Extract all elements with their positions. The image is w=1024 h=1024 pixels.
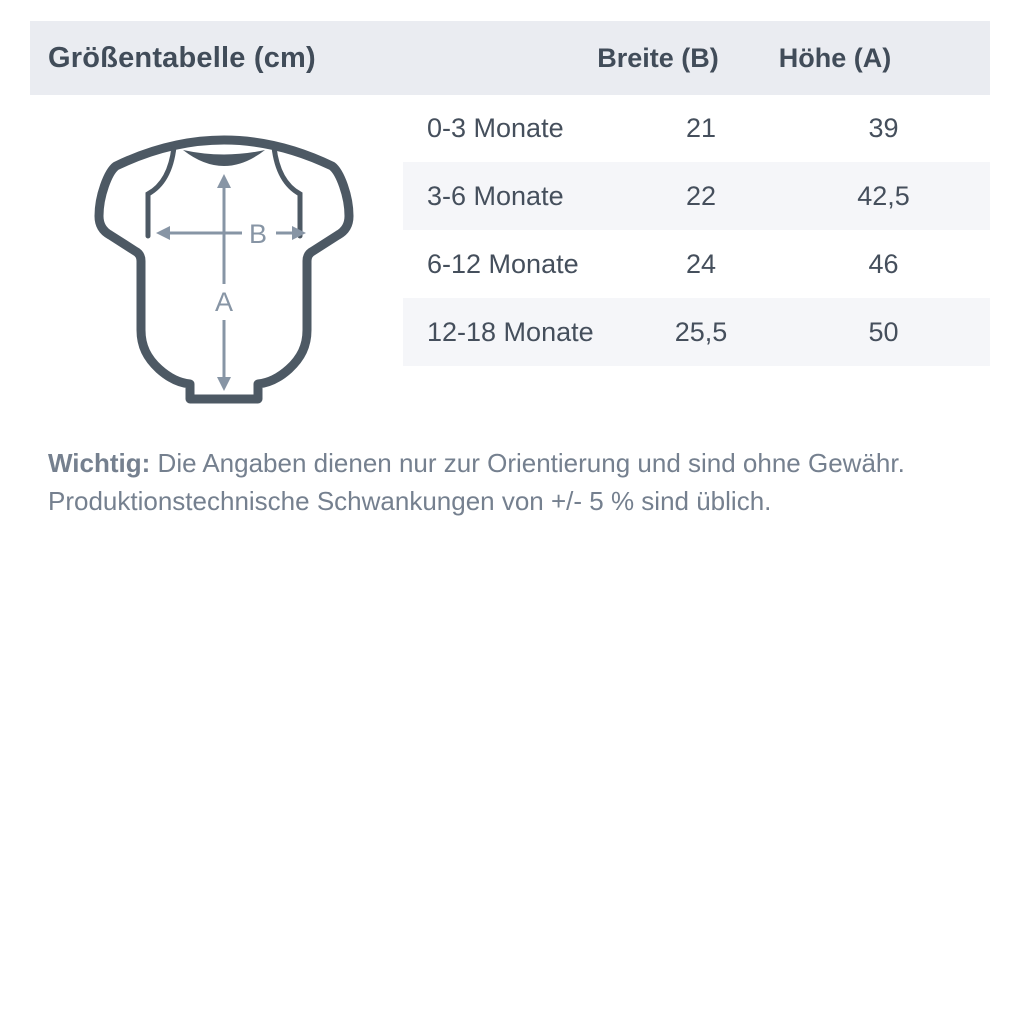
- table-row: [403, 298, 990, 366]
- row-label: 6-12 Monate: [427, 248, 579, 279]
- onesie-measurement-diagram: [84, 130, 364, 410]
- breite-value: 24: [685, 248, 717, 279]
- table-row: [403, 230, 990, 298]
- column-header-breite: Breite (B): [597, 42, 719, 73]
- size-table: [403, 94, 990, 366]
- hoehe-value: 50: [868, 316, 899, 347]
- column-header-hoehe: Höhe (A): [778, 42, 892, 73]
- hoehe-value: 46: [868, 248, 899, 279]
- size-chart-header: [30, 21, 990, 95]
- height-label-a: A: [214, 287, 234, 317]
- row-label: 0-3 Monate: [427, 112, 564, 143]
- note-bold-prefix: Wichtig:: [48, 448, 151, 478]
- baby-bodysuit-icon: [84, 130, 364, 410]
- width-label-b: B: [248, 219, 268, 249]
- hoehe-value: 39: [868, 112, 899, 143]
- disclaimer-note: [48, 444, 968, 520]
- breite-value: 21: [685, 112, 717, 143]
- note-line2: Produktionstechnische Schwankungen von +/- 5 % sind üblich.: [48, 486, 772, 516]
- note-line1: Die Angaben dienen nur zur Orientierung und sind ohne Gewähr.: [150, 448, 905, 478]
- row-label: 3-6 Monate: [427, 180, 564, 211]
- table-row: [403, 94, 990, 162]
- breite-value: 22: [685, 180, 717, 211]
- breite-value: 25,5: [674, 316, 728, 347]
- page-title: Größentabelle (cm): [48, 41, 316, 74]
- hoehe-value: 42,5: [857, 180, 910, 211]
- table-row: [403, 162, 990, 230]
- row-label: 12-18 Monate: [427, 316, 594, 347]
